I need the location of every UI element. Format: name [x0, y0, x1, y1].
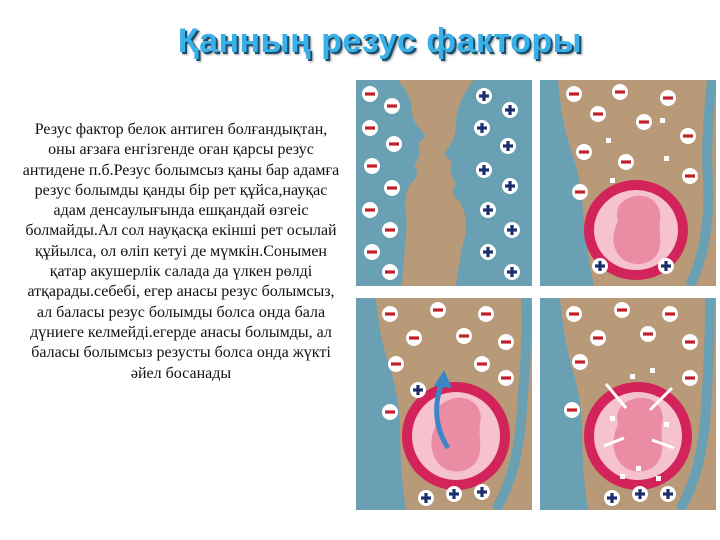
arrow-head [434, 370, 452, 388]
panel-two-people [356, 80, 532, 286]
small-antigen-dots [606, 118, 669, 183]
rh-factor-illustration [356, 80, 716, 510]
first-pregnancy-image [540, 80, 716, 286]
fetus [613, 398, 662, 472]
body-paragraph: Резус фактор белок антиген болғандықтан, оны ағзаға енгізгенде оған қарсы резус антидене п.б.Резус болымсыз қаны бар адамға резус болымды қанды бір рет құйса,науқас адам денсаулығында ешқандай өзгеіс болмайды.Ал сол науқасқа екінші рет осылай құйылса, ол өліп кетуі де мүмкін.Сонымен қатар акушерлік салада да үлкен рөлді атқарады.себебі, егер анасы резус болымсыз, ал баласы резус болымды болса онда бала дүниеге келмейді.егерде анасы болымды, ал баласы болымсыз резусты болса онда жүкті әйел босанады [22, 121, 340, 382]
mother-belly-outline [496, 298, 527, 510]
panel-antibodies-crossing [356, 298, 532, 510]
page-title: Қанның резус факторы [177, 22, 583, 60]
mother-belly-outline [680, 298, 710, 510]
antibodies-crossing-image [356, 298, 532, 510]
mother-silhouette [540, 298, 588, 510]
two-people-image [356, 80, 532, 286]
mother-silhouette [356, 298, 406, 510]
fetus [613, 196, 660, 264]
panel-first-pregnancy [540, 80, 716, 286]
fetal-rh-positive-cells [604, 486, 676, 506]
panel-second-pregnancy [540, 298, 716, 510]
second-pregnancy-image [540, 298, 716, 510]
mother-silhouette [540, 80, 594, 286]
